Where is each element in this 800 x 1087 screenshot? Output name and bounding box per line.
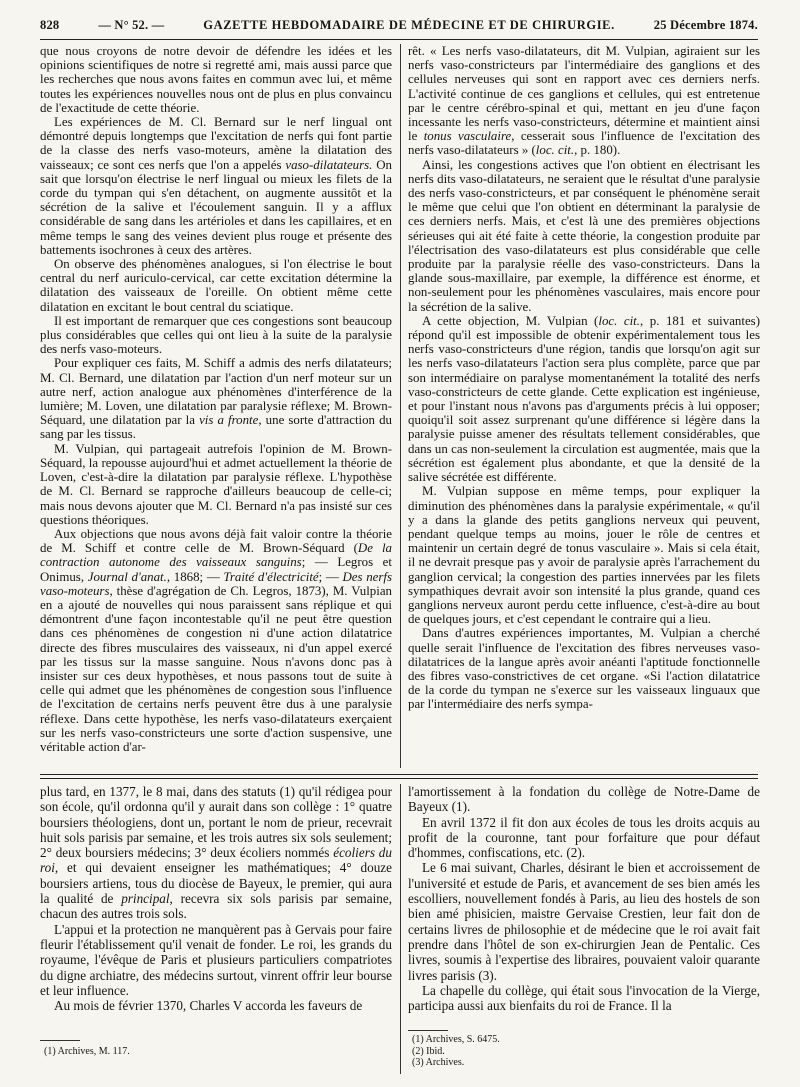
paragraph: que nous croyons de notre devoir de défendre les idées et les opinions scientifiques de notre si regretté ami, mais aussi parce que les recherches que nous avons faites en commun avec lui, et même toutes les expériences nouvelles nous ont de plus en plus convaincu de l'exactitude de cette théorie. xyxy=(40,44,392,115)
paragraph: plus tard, en 1377, le 8 mai, dans des statuts (1) qu'il rédigea pour son école, qu'il ordonna qu'il y aurait dans son collège : 1° quatre boursiers théologiens, dont un, portant le nom de prieur, recevrait huit sols parisis par semaine, et les trois autres six sols seulement; 2° deux boursiers médecins; 3° deux écoliers nommés écoliers du roi, et qui devaient enseigner les mathématiques; 4° douze boursiers artiens, tous du diocèse de Bayeux, le premier, qui aura la qualité de principal, recevra six sols parisis par semaine, chacun des autres trois sols. xyxy=(40,784,392,922)
top-right-column xyxy=(408,44,760,772)
footnote: (1) Archives, M. 117. xyxy=(44,1046,130,1057)
paragraph: Le 6 mai suivant, Charles, désirant le bien et accroissement de l'université et estude de Paris, et avancement de ses bien amés les escolliers, nouvellement fondés à Paris, au lieu des hostels de son bien amé phisicien, maistre Gervaise Crestien, leur fait don de certains livres de philosophie et de médecine que le roi avait fait prendre dans l'hôtel de son ex-chirurgien Jean de Pentalic. Ces livres, soumis à l'expertise des libraires, pouvaient valoir quarante livres parisis (3). xyxy=(408,860,760,983)
header-rule xyxy=(40,39,758,40)
paragraph: l'amortissement à la fondation du collège de Notre-Dame de Bayeux (1). xyxy=(408,784,760,815)
paragraph: Ainsi, les congestions actives que l'on obtient en électrisant les nerfs dits vaso-dilatateurs, ne seraient que le résultat d'une paralysie des nerfs vaso-constricteurs, et par conséquent le phénomène serait le même que celui que l'on obtient en déterminant la paralysie de ces derniers nerfs. Mais, et c'est là une des premières objections sérieuses qui ait été faite à cette théorie, la congestion produite par l'électrisation des vaso-dilatateurs est plus considérable que celle produite par la paralysie réelle des vaso-constricteurs. Dans la glande sous-maxillaire, par exemple, la différence est énorme, et non-seulement pour les phénomènes vasculaires, mais encore pour la sécrétion de la salive. xyxy=(408,157,760,314)
bottom-right-column xyxy=(408,784,760,1026)
section-rule-thin xyxy=(40,778,758,779)
paragraph: rêt. « Les nerfs vaso-dilatateurs, dit M. Vulpian, agiraient sur les nerfs vaso-constricteurs par l'intermédiaire des ganglions et des cellules nerveuses qui sont en rapport avec ces derniers nerfs. L'activité continue de ces ganglions et cellules, qui est entretenue par le centre cérébro-spinal et qui, mettant en jeu d'une façon incessante les nerfs vaso-constricteurs, détermine et maintient ainsi le tonus vasculaire, cesserait sous l'influence de l'excitation des nerfs vaso-dilatateurs » (loc. cit., p. 180). xyxy=(408,44,760,158)
paragraph: La chapelle du collège, qui était sous l'invocation de la Vierge, participa aussi aux bienfaits du roi de France. Il la xyxy=(408,982,760,1014)
paragraph: M. Vulpian suppose en même temps, pour expliquer la diminution des phénomènes dans la paralysie expérimentale, « qu'il y a dans la glande des petits ganglions nerveux qui peuvent, pendant quelque temps au moins, jouer le rôle de centres et maintenir un certain degré de tonus vasculaire ». Mais si cela était, il ne devrait presque pas y avoir de paralysie après l'arrachement du ganglion cervical; la congestion des parties innervées par les filets sympathiques devrait avoir son intensité la plus grande, quand ces ganglions nerveux auront perdu cette influence, c'est-à-dire au bout de quelques jours, et c'est cependant le contraire qui a lieu. xyxy=(408,484,760,627)
footnote: (1) Archives, S. 6475. xyxy=(412,1034,500,1045)
paragraph: A cette objection, M. Vulpian (loc. cit., p. 181 et suivantes) répond qu'il est impossible de obtenir expérimentalement tous les nerfs vaso-constricteurs d'une région, tandis que lorsqu'on agit sur les nerfs vaso-dilatateurs l'action sera plus complète, parce que par son intermédiaire on paralyse momentanément la totalité des nerfs vaso-constricteurs de cette glande. Cette explication est ingénieuse, et pour l'instant nous n'avons pas d'arguments précis à lui opposer; quoiqu'il soit assez surprenant qu'une différence si légère dans la paralysie puisse amener des résultats tellement considérables, que dans un cas non-seulement la circulation est augmentée, mais que la sécrétion est également plus abondante, et que la densité de la salive sécrétée est différente. xyxy=(408,313,760,485)
paragraph: Il est important de remarquer que ces congestions sont beaucoup plus considérables que celles qui ont lieu à la suite de la paralysie des nerfs vaso-moteurs. xyxy=(40,313,392,357)
paragraph: Dans d'autres expériences importantes, M. Vulpian a cherché quelle serait l'influence de l'excitation des fibres nerveuses vaso-dilatatrices de la langue après avoir anéanti l'aptitude fonctionnelle des fibres vaso-constrictives de cet organe. «Si l'action dilatatrice de la corde du tympan ne s'exerce sur les vaisseaux linguaux que par l'intermédiaire des nerfs sympa- xyxy=(408,626,760,712)
paragraph: Les expériences de M. Cl. Bernard sur le nerf lingual ont démontré depuis longtemps que l'excitation de nerfs qui font partie de la classe des nerfs vaso-moteurs, amène la dilatation des vaisseaux; ce sont ces nerfs que l'on a appelés vaso-dilatateurs. On sait que lorsqu'on électrise le nerf lingual ou mieux les filets de la corde du tympan qui s'en détachent, on augmente aussitôt et la sécrétion de la salive et l'écoulement sanguin. Il y a afflux considérable de sang dans les artérioles et dans les capillaires, et en même temps le sang des veines devient plus rouge et présente des battements isochrones à ceux des artères. xyxy=(40,115,392,257)
footnotes xyxy=(412,1034,752,1069)
paragraph: Au mois de février 1370, Charles V accorda les faveurs de xyxy=(54,998,363,1014)
column-divider-top xyxy=(400,44,401,768)
paragraph: M. Vulpian, qui partageait autrefois l'opinion de M. Brown-Séquard, la repousse aujourd'hui et admet actuellement la théorie de Loven, c'est-à-dire la dilatation par paralysie réflexe. L'hypothèse de M. Cl. Bernard se rapproche d'ailleurs beaucoup de celle-ci; mais nous devons ajouter que M. Cl. Bernard n'a pas insisté sur ces questions théoriques. xyxy=(40,441,392,527)
page-number: 828 xyxy=(40,17,60,32)
journal-title: GAZETTE HEBDOMADAIRE DE MÉDECINE ET DE CHIRURGIE. xyxy=(203,17,615,32)
footnote: (3) Archives. xyxy=(412,1057,465,1068)
paragraph: L'appui et la protection ne manquèrent pas à Gervais pour faire fleurir l'établissement qu'il venait de fonder. Le roi, les grands du royaume, l'évêque de Paris et plusieurs particuliers compatriotes du digne archiatre, des médecins surtout, vinrent offrir leur bourse et leur influence. xyxy=(40,921,392,998)
page-header xyxy=(40,12,758,38)
paragraph: On observe des phénomènes analogues, si l'on électrise le bout central du nerf auriculo-cervical, car cette excitation détermine la dilatation des vaisseaux de l'oreille. On obtient même cette dilatation en excitant le bout central du sciatique. xyxy=(40,257,392,314)
paragraph: Aux objections que nous avons déjà fait valoir contre la théorie de M. Schiff et contre celle de M. Brown-Séquard (De la contraction autonome des vaisseaux sanguins; — Legros et Onimus, Journal d'anat., 1868; — Traité d'électricité; — Des nerfs vaso-moteurs, thèse d'agrégation de Ch. Legros, 1873), M. Vulpian en a ajouté de nouvelles qui nous paraissent sans réplique et qui démontrent d'une façon incontestable qu'il ne peut être question dans ces phénomènes de congestion ni d'une action dilatatrice directe des fibres musculaires des vaisseaux, ni d'un appel exercé par les tissus sur la masse sanguine. Nous n'avons donc pas à insister sur ces deux hypothèses, et nous passons tout de suite à celle qui admet que les phénomènes de congestion sous l'influence de l'excitation de certains nerfs peuvent être dus à une paralysie réflexe. Dans cette hypothèse, les nerfs vaso-dilatateurs exerçaient sur les nerfs vaso-constricteurs une sorte d'action suspensive, une véritable action d'ar- xyxy=(40,526,392,754)
section-rule xyxy=(40,774,758,775)
footnote-rule xyxy=(40,1040,80,1041)
column-divider-bottom xyxy=(400,784,401,1074)
bottom-left-column xyxy=(40,784,392,1020)
paragraph: Pour expliquer ces faits, M. Schiff a admis des nerfs dilatateurs; M. Cl. Bernard, une dilatation par l'action d'un nerf moteur sur un autre nerf, action analogue aux phénomènes d'interférence de la lumière; M. Loven, une dilatation par paralysie réflexe; M. Brown-Séquard, une dilatation par la vis a fronte, une sorte d'attraction du sang par les tissus. xyxy=(40,356,392,442)
paragraph: En avril 1372 il fit don aux écoles de tous les droits acquis au profit de la couronne, tant pour forfaiture que pour défaut d'hommes, confiscations, etc. (2). xyxy=(408,814,760,861)
issue-date: 25 Décembre 1874. xyxy=(653,17,758,32)
footnote: (2) Ibid. xyxy=(412,1045,445,1057)
footnote-rule xyxy=(408,1030,448,1031)
issue-number: — N° 52. — xyxy=(98,17,165,32)
top-left-column xyxy=(40,44,392,772)
